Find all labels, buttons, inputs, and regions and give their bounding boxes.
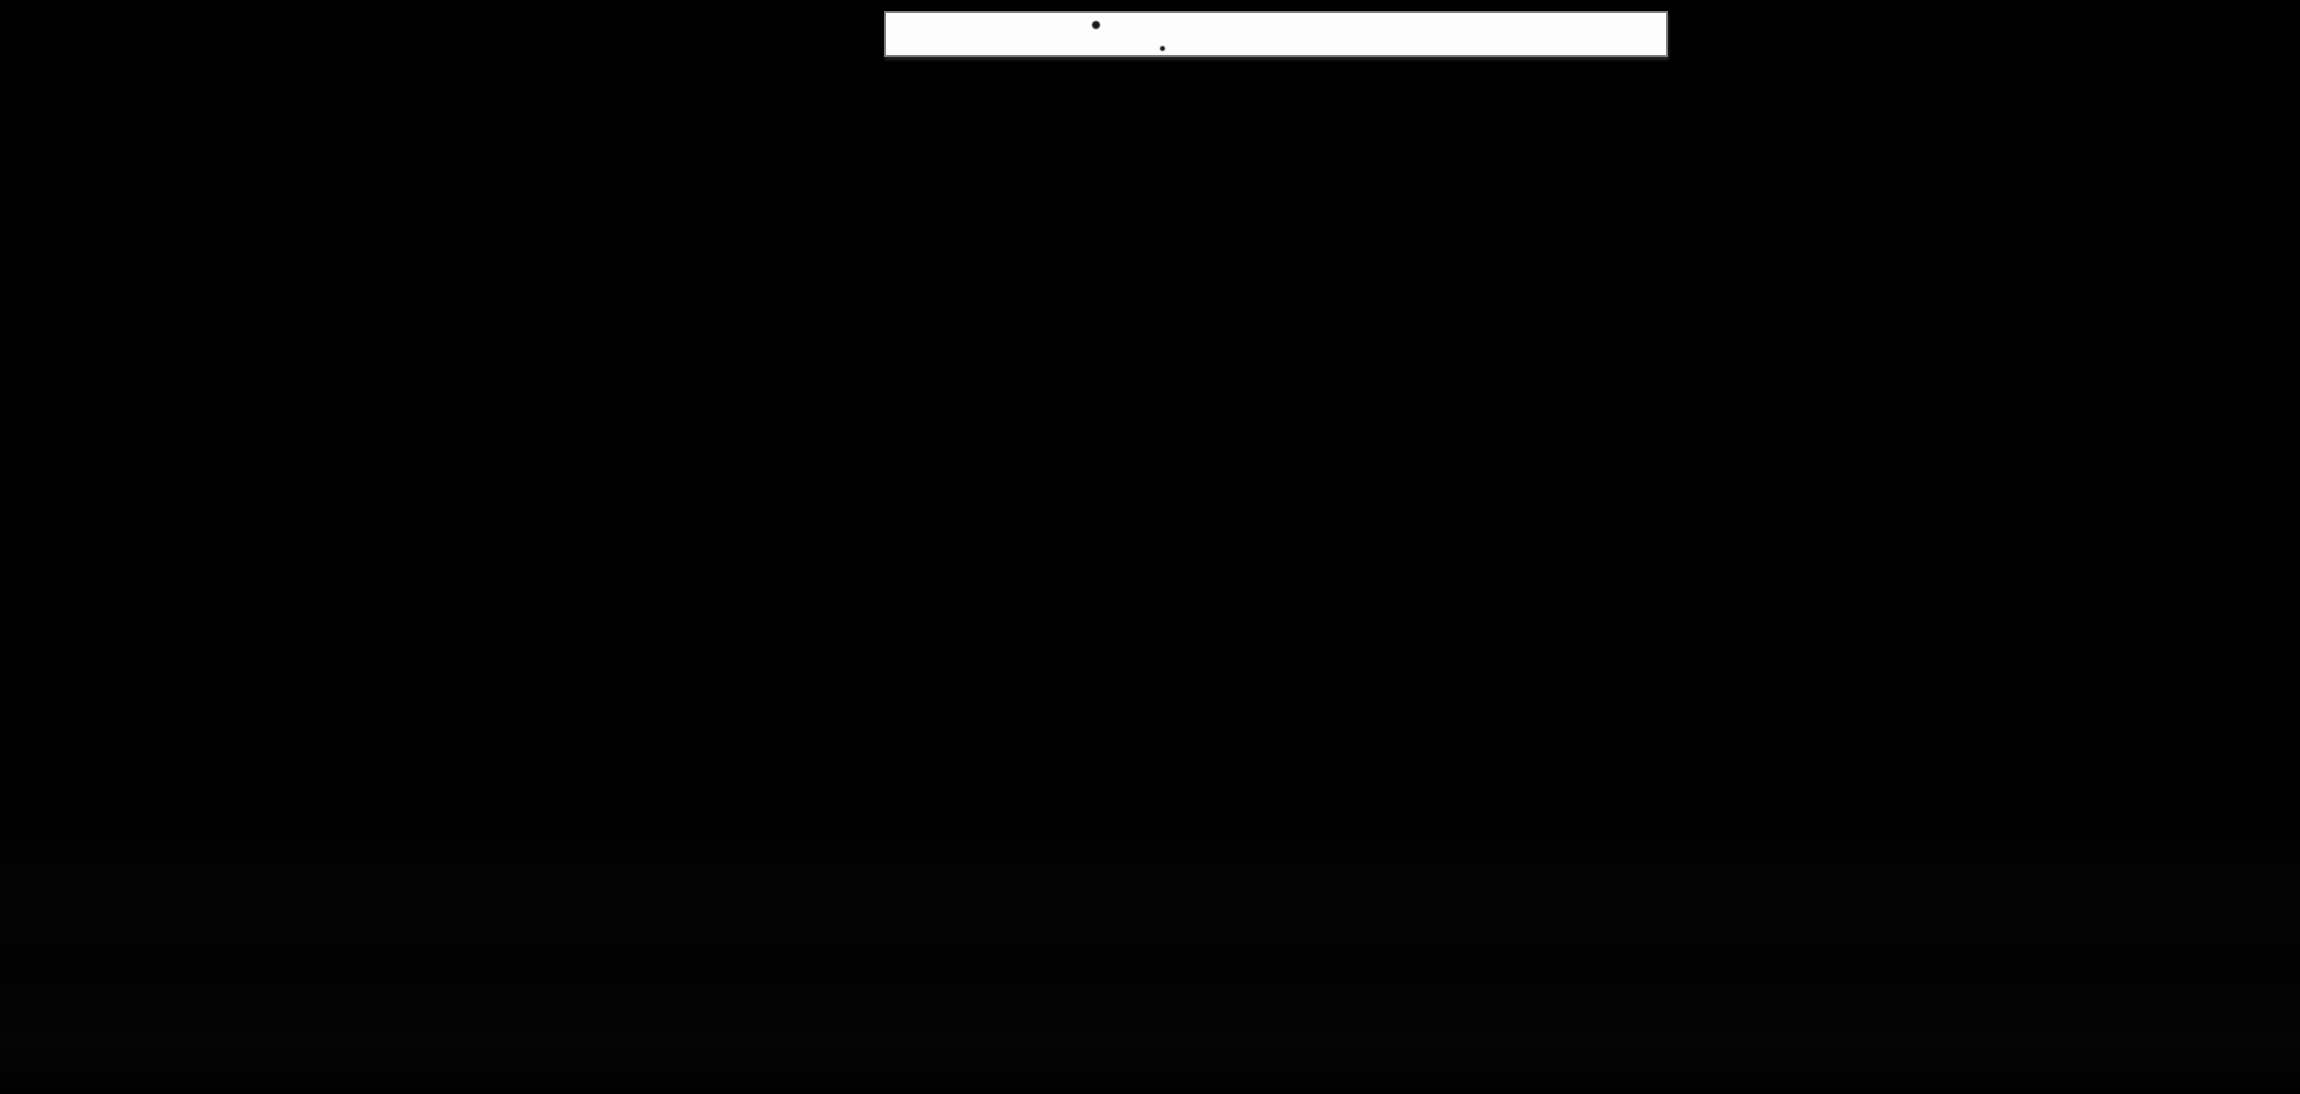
screen-bottom-gradient: [0, 820, 2300, 1094]
bullet-dot-large: [1092, 21, 1100, 29]
white-input-bar[interactable]: [884, 11, 1668, 57]
bullet-dot-small: [1160, 46, 1165, 51]
